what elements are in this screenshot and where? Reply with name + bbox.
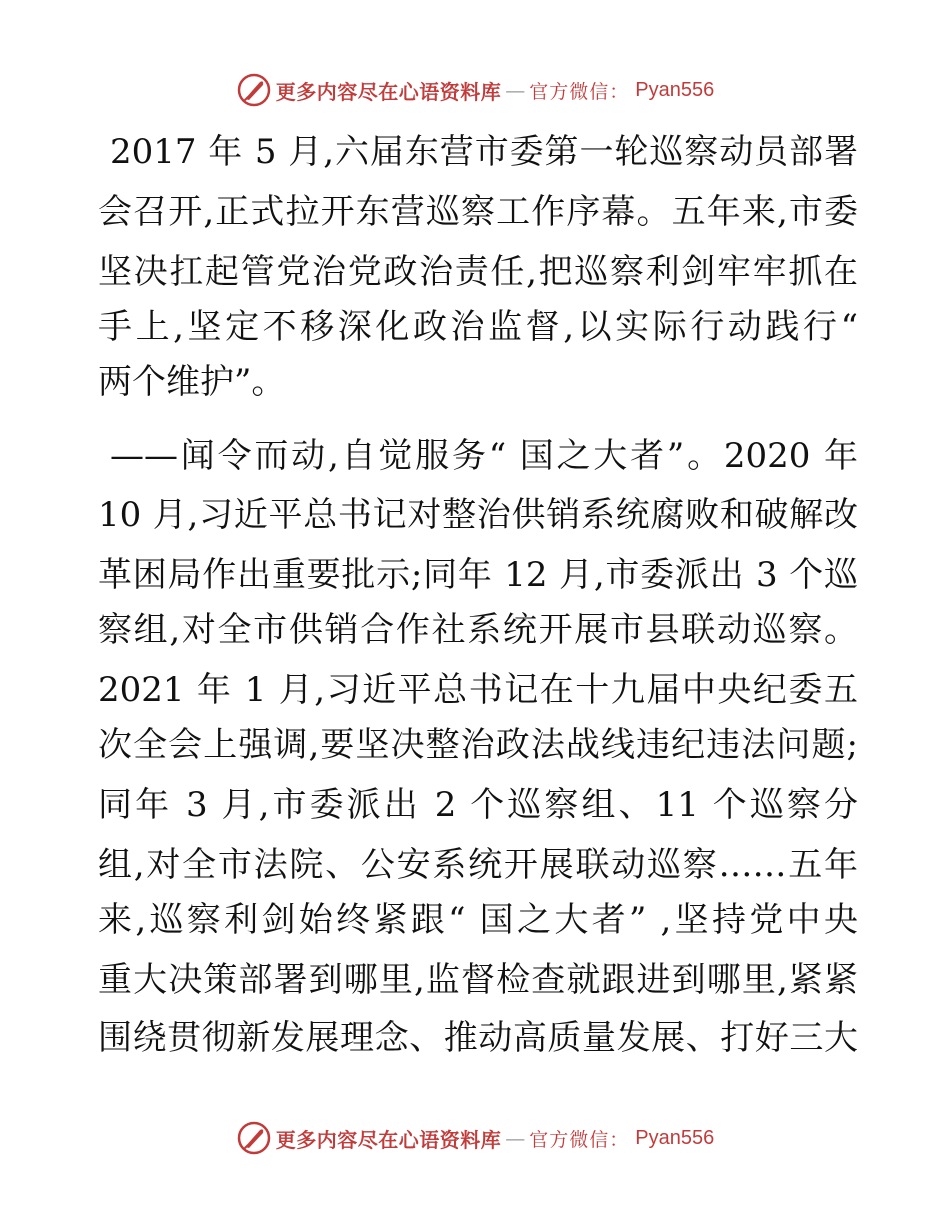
quill-pen-logo-icon (236, 72, 272, 108)
wechat-id: Pyan556 (635, 1126, 715, 1149)
text-line: 革困局作出重要批示;同年 12 月,市委派出 3 个巡 (98, 555, 858, 595)
banner-text: 更多内容尽在心语资料库 (275, 79, 502, 104)
banner-text: 更多内容尽在心语资料库 (275, 1127, 502, 1152)
text-line: 手上,坚定不移深化政治监督,以实际行动践行“ (98, 307, 858, 347)
text-line: 2021 年 1 月,习近平总书记在十九届中央纪委五 (98, 670, 858, 710)
text-line: ——闻令而动,自觉服务“ 国之大者”。2020 年 (110, 436, 858, 476)
text-line: 次全会上强调,要坚决整治政法战线违纪违法问题; (98, 725, 858, 765)
text-line: 10 月,习近平总书记对整治供销系统腐败和破解改 (98, 495, 858, 535)
wechat-label: 官方微信： (529, 80, 630, 103)
text-line: 同年 3 月,市委派出 2 个巡察组、11 个巡察分 (98, 785, 858, 825)
banner-separator: — (505, 78, 526, 102)
text-line: 察组,对全市供销合作社系统开展市县联动巡察。 (98, 610, 858, 650)
wechat-label: 官方微信： (529, 1128, 630, 1151)
text-line: 重大决策部署到哪里,监督检查就跟进到哪里,紧紧 (98, 960, 858, 1000)
text-line: 两个维护”。 (98, 362, 286, 402)
banner-separator: — (505, 1126, 526, 1150)
wechat-id: Pyan556 (635, 78, 715, 101)
text-line: 坚决扛起管党治党政治责任,把巡察利剑牢牢抓在 (98, 252, 858, 292)
text-line: 会召开,正式拉开东营巡察工作序幕。五年来,市委 (98, 192, 858, 232)
quill-pen-logo-icon (236, 1120, 272, 1156)
text-line: 组,对全市法院、公安系统开展联动巡察……五年 (98, 845, 858, 885)
text-line: 来,巡察利剑始终紧跟“ 国之大者” ,坚持党中央 (98, 900, 858, 940)
header-banner (0, 70, 950, 110)
text-line: 2017 年 5 月,六届东营市委第一轮巡察动员部署 (110, 132, 858, 172)
footer-banner (0, 1118, 950, 1158)
text-line: 围绕贯彻新发展理念、推动高质量发展、打好三大 (98, 1018, 858, 1058)
